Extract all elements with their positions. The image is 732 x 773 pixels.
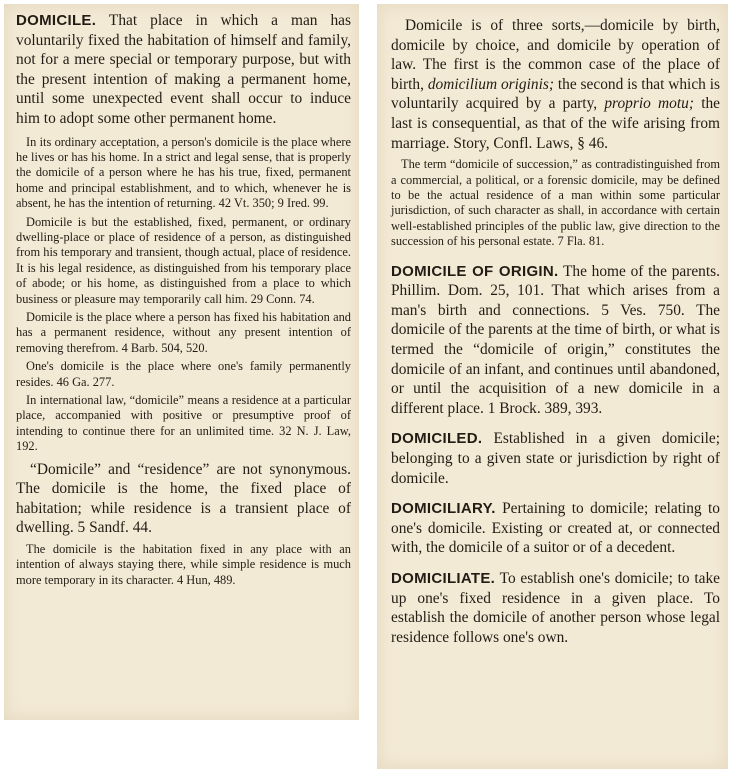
note-family-residence: One's domicile is the place where one's family permanently resides. 46 Ga. 277. xyxy=(16,359,351,389)
note-ordinary-acceptation: In its ordinary acceptation, a person's domicile is the place where he lives or has his home. In a strict and legal sense, that is properly the domicile of a person where he has his true, fixed, permanent home and principal establishment, and to which, whenever he is absent, he has the intention of returning. 42 Vt. 350; 9 Ired. 99. xyxy=(16,134,351,211)
note-domicile-of-succession: The term “domicile of succession,” as contradistinguished from a commercial, a political, or a forensic domicile, may be defined to be the actual residence of a man within some particular jurisdiction, of such character as shall, in accordance with certain well-established principles of the public law, give direction to the succession of his personal estate. 7 Fla. 81. xyxy=(391,157,720,249)
definition-domiciliate: To establish one's domicile; to take up one's fixed residence in a given place. To establish the domicile of another person whose legal residence follows one's own. xyxy=(391,569,720,646)
definition-domicile-of-origin: The home of the parents. Phillim. Dom. 25, 101. That which arises from a man's birth and connections. 5 Ves. 750. The domicile of the parents at the time of birth, or what is termed the “domicile of origin,” constitutes the domicile of an infant, and continues until abandoned, or until the acquisition of a new domicile in a different place. 1 Brock. 389, 393. xyxy=(391,262,720,417)
entry-domiciled xyxy=(391,429,720,488)
note-domicile-vs-residence: “Domicile” and “residence” are not synonymous. The domicile is the home, the fixed place of habitation; while residence is a transient place of dwelling. 5 Sandf. 44. xyxy=(16,460,351,537)
note-habitation-fixed: The domicile is the habitation fixed in any place with an intention of always staying there, while simple residence is much more temporary in its character. 4 Hun, 489. xyxy=(16,542,351,587)
headword-domicile: DOMICILE. xyxy=(16,12,97,29)
note-established-dwelling: Domicile is but the established, fixed, permanent, or ordinary dwelling-place or place of residence of a person, as distinguished from his temporary and transient, though actual, place of residence. It is his legal residence, as distinguished from his temporary place of abode; or his home, as distinguished from a place to which business or pleasure may temporarily call him. 29 Conn. 74. xyxy=(16,214,351,306)
sorts-text-c: the second is that which is voluntarily acquired by a party, xyxy=(391,75,721,113)
definition-domiciliary: Pertaining to domicile; relating to one's domicile. Existing or created at, or connected with, the domicile of a suitor or of a decedent. xyxy=(391,500,720,557)
entry-domiciliate xyxy=(391,569,720,647)
headword-domicile-of-origin: DOMICILE OF ORIGIN. xyxy=(391,262,559,280)
sorts-latin-motu: proprio motu; xyxy=(604,95,694,113)
entry-domiciliary xyxy=(391,499,720,558)
right-dictionary-column xyxy=(377,4,728,769)
sorts-text-a: Domicile is of three sorts,—domicile by birth, domicile by choice, and domicile by operation of law. The first is the common case of the place of birth, xyxy=(391,17,720,93)
entry-domicile xyxy=(16,11,351,129)
sorts-text-e: the last is consequential, as that of the wife arising from marriage. Story, Confl. Laws, § 46. xyxy=(391,95,720,152)
headword-domiciliary: DOMICILIARY. xyxy=(391,500,496,518)
sorts-latin-origin: domicilium originis; xyxy=(427,75,554,93)
entry-domicile-of-origin xyxy=(391,262,720,419)
left-dictionary-column xyxy=(4,4,359,720)
headword-domiciled: DOMICILED. xyxy=(391,430,483,448)
headword-domiciliate: DOMICILIATE. xyxy=(391,569,496,587)
definition-domiciled: Established in a given domicile; belonging to a given state or jurisdiction by right of domicile. xyxy=(391,430,720,487)
note-three-sorts xyxy=(391,16,720,153)
note-international-law: In international law, “domicile” means a residence at a particular place, accompanied with positive or presumptive proof of intending to continue there for an unlimited time. 32 N. J. Law, 192. xyxy=(16,393,351,454)
definition-domicile: That place in which a man has voluntarily fixed the habitation of himself and family, not for a mere special or temporary purpose, but with the present intention of making a permanent home, until some unexpected event shall occur to induce him to adopt some other permanent home. xyxy=(16,12,351,127)
note-fixed-habitation: Domicile is the place where a person has fixed his habitation and has a permanent residence, without any present intention of removing therefrom. 4 Barb. 504, 520. xyxy=(16,310,351,355)
